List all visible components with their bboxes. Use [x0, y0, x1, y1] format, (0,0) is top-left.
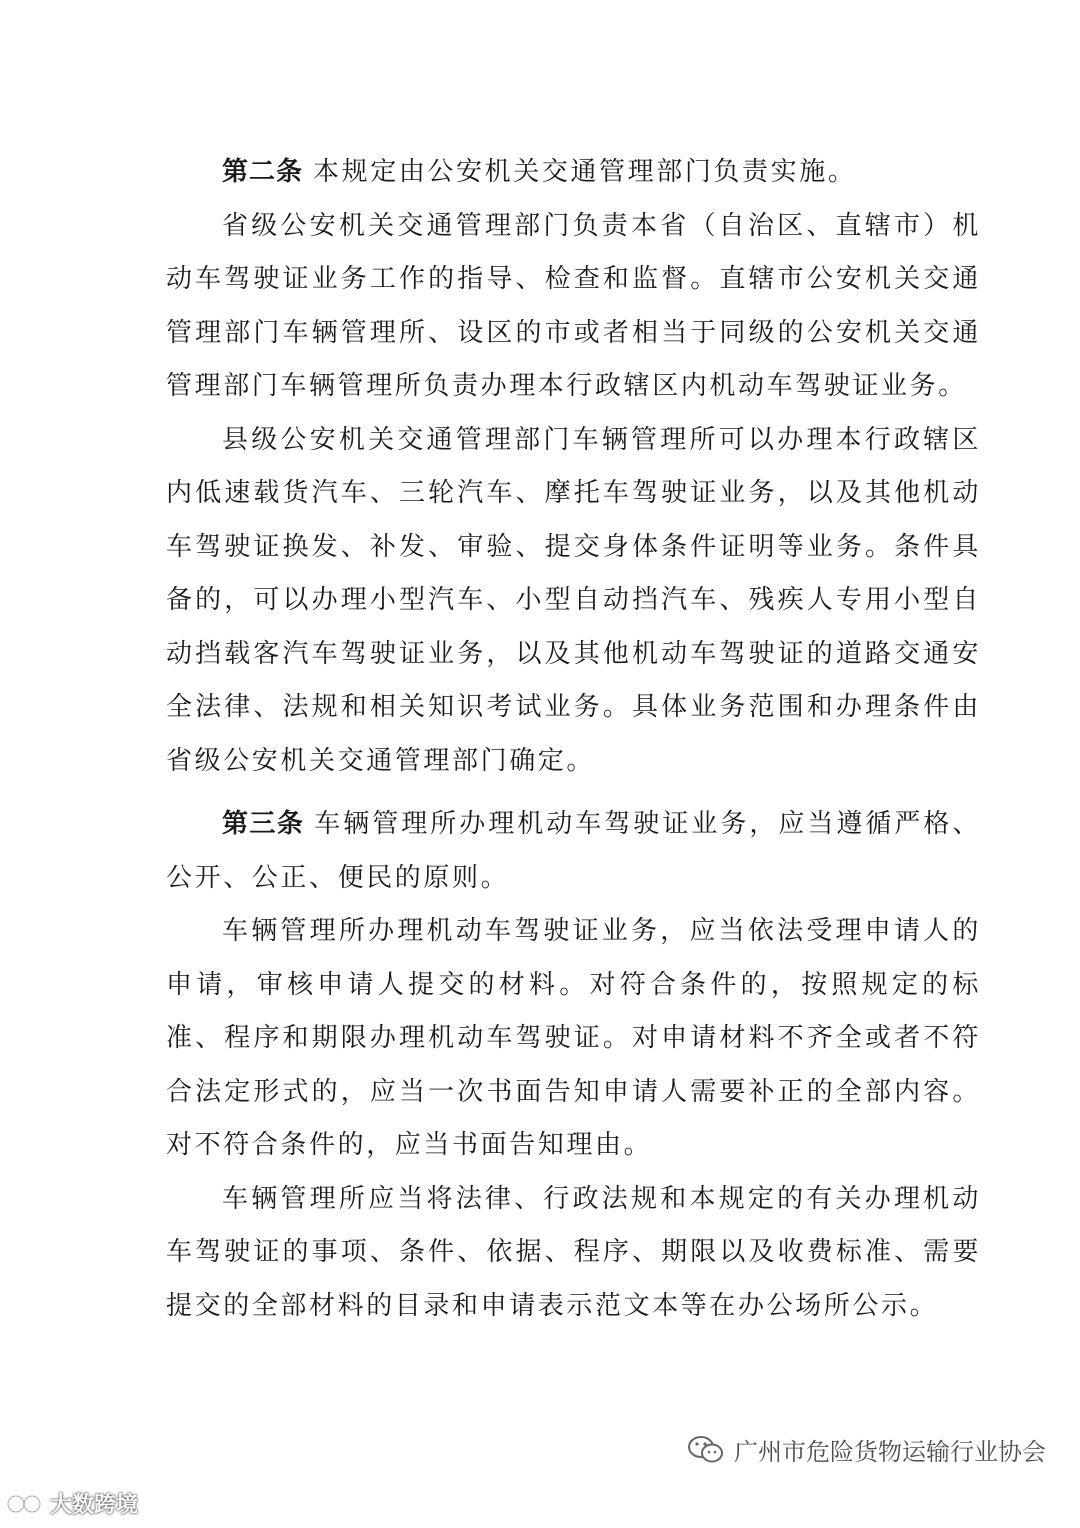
article-3-text-1: 车辆管理所办理机动车驾驶证业务，应当遵循严格、公开、公正、便民的原则。 — [166, 809, 981, 893]
article-2-para-1 — [166, 146, 981, 200]
article-2-text-1: 本规定由公安机关交通管理部门负责实施。 — [313, 157, 857, 187]
wechat-account-name: 广州市危险货物运输行业协会 — [734, 1438, 1046, 1466]
article-3-heading: 第三条 — [222, 809, 305, 839]
article-2-para-3: 县级公安机关交通管理部门车辆管理所可以办理本行政辖区内低速载货汽车、三轮汽车、摩托车驾驶证业务，以及其他机动车驾驶证换发、补发、审验、提交身体条件证明等业务。条件具备的，可以办理小型汽车、小型自动挡汽车、残疾人专用小型自动挡载客汽车驾驶证业务，以及其他机动车驾驶证的道路交通安全法律、法规和相关知识考试业务。具体业务范围和办理条件由省级公安机关交通管理部门确定。 — [166, 424, 981, 776]
site-watermark — [6, 1488, 138, 1519]
wechat-watermark — [686, 1432, 1046, 1467]
article-2-para-2: 省级公安机关交通管理部门负责本省（自治区、直辖市）机动车驾驶证业务工作的指导、检查和监督。直辖市公安机关交通管理部门车辆管理所、设区的市或者相当于同级的公安机关交通管理部门车辆管理所负责办理本行政辖区内机动车驾驶证业务。 — [166, 210, 981, 401]
dashuju-logo-icon — [6, 1492, 44, 1516]
document-page — [166, 146, 981, 1333]
article-3-para-3: 车辆管理所应当将法律、行政法规和本规定的有关办理机动车驾驶证的事项、条件、依据、程序、期限以及收费标准、需要提交的全部材料的目录和申请表示范文本等在办公场所公示。 — [166, 1183, 981, 1321]
article-3-para-2: 车辆管理所办理机动车驾驶证业务，应当依法受理申请人的申请，审核申请人提交的材料。对符合条件的，按照规定的标准、程序和期限办理机动车驾驶证。对申请材料不齐全或者不符合法定形式的，应当一次书面告知申请人需要补正的全部内容。对不符合条件的，应当书面告知理由。 — [166, 916, 981, 1160]
article-2-heading: 第二条 — [222, 157, 304, 187]
site-watermark-text: 大数跨境 — [50, 1493, 139, 1518]
article-3-para-1 — [166, 798, 981, 905]
wechat-icon — [686, 1434, 726, 1466]
